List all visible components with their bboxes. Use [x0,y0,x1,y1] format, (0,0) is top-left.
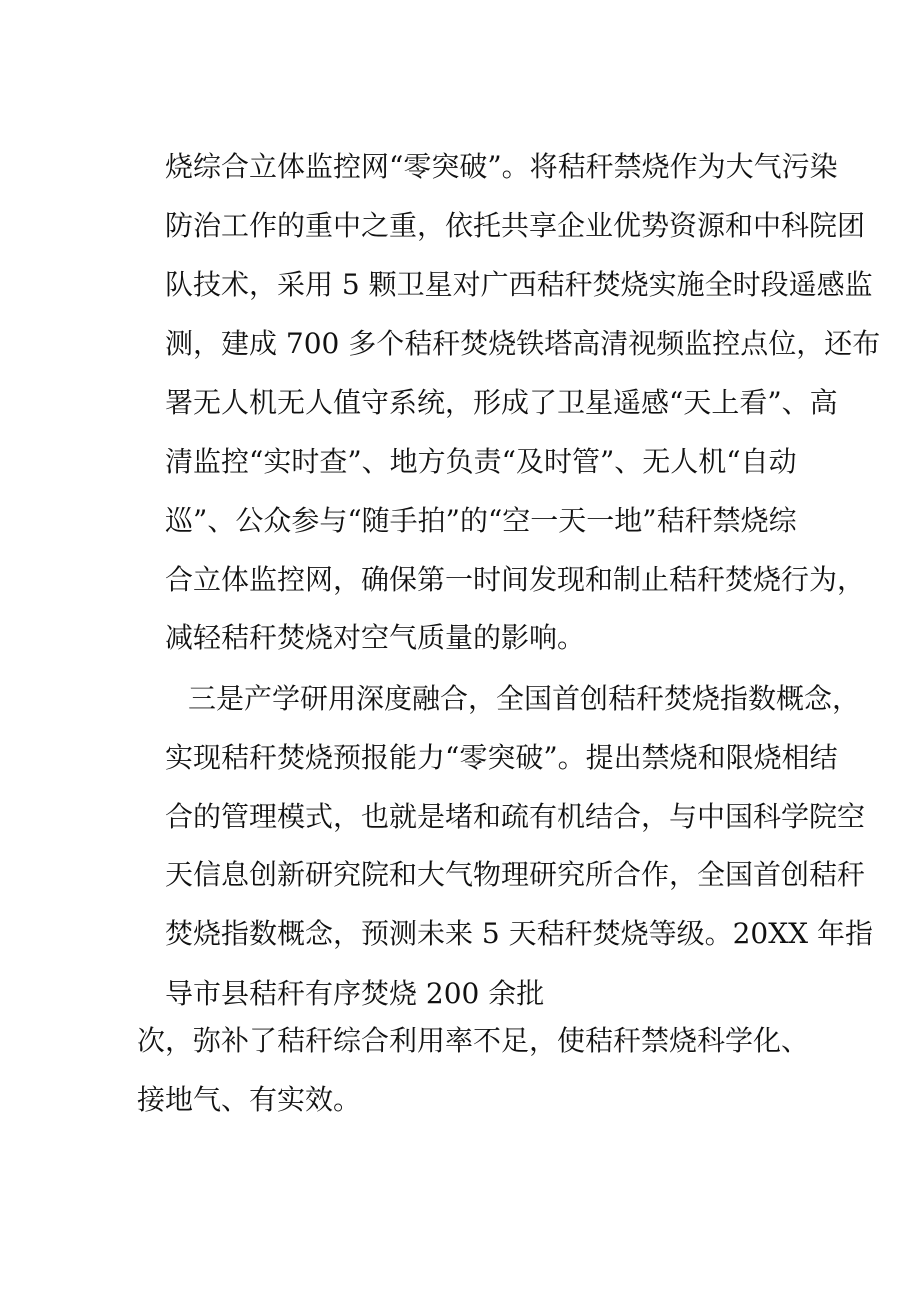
text-run: 合立体监控网，确保第一时间发现和制止秸秆焚烧行为， [165,563,866,596]
text-run: 实现秸秆焚烧预报能力“零突破”。提出禁烧和限烧相结 [165,741,838,774]
paragraph-line [0,976,920,1012]
text-run: 导市县秸秆有序焚烧 200 余批 [165,977,545,1010]
text-run: 天信息创新研究院和大气物理研究所合作，全国首创秸秆 [165,858,866,891]
paragraph-line [0,444,920,480]
text-run: 合的管理模式，也就是堵和疏有机结合，与中国科学院空 [165,800,866,833]
text-run: 次，弥补了秸秆综合利用率不足，使秸秆禁烧科学化、 [137,1024,810,1057]
paragraph-line [0,562,920,598]
text-run: 三是产学研用深度融合，全国首创秸秆焚烧指数概念， [188,682,861,715]
text-run: 减轻秸秆焚烧对空气质量的影响。 [165,621,586,654]
text-run: 焚烧指数概念，预测未来 5 天秸秆焚烧等级。20XX 年指 [165,917,874,950]
paragraph-line [0,740,920,776]
paragraph-line [0,620,920,656]
paragraph-line [0,267,920,303]
paragraph-line-indented [0,681,920,717]
text-run: 队技术，采用 5 颗卫星对广西秸秆焚烧实施全时段遥感监 [165,268,873,301]
text-run: 接地气、有实效。 [137,1083,362,1116]
text-run: 测，建成 700 多个秸秆焚烧铁塔高清视频监控点位，还布 [165,327,881,360]
text-run: 烧综合立体监控网“零突破”。将秸秆禁烧作为大气污染 [165,150,838,183]
paragraph-line [0,799,920,835]
paragraph-line [0,385,920,421]
text-run: 巡”、公众参与“随手拍”的“空一天一地”秸秆禁烧综 [165,504,797,537]
paragraph-line [0,916,920,952]
text-run: 署无人机无人值守系统，形成了卫星遥感“天上看”、高 [165,386,838,419]
paragraph-line [0,1082,920,1118]
paragraph-line [0,208,920,244]
paragraph-line [0,857,920,893]
paragraph-line [0,503,920,539]
paragraph-line [0,326,920,362]
text-run: 防治工作的重中之重，依托共享企业优势资源和中科院团 [165,209,866,242]
paragraph-line [0,149,920,185]
paragraph-line [0,1023,920,1059]
text-run: 清监控“实时查”、地方负责“及时管”、无人机“自动 [165,445,797,478]
